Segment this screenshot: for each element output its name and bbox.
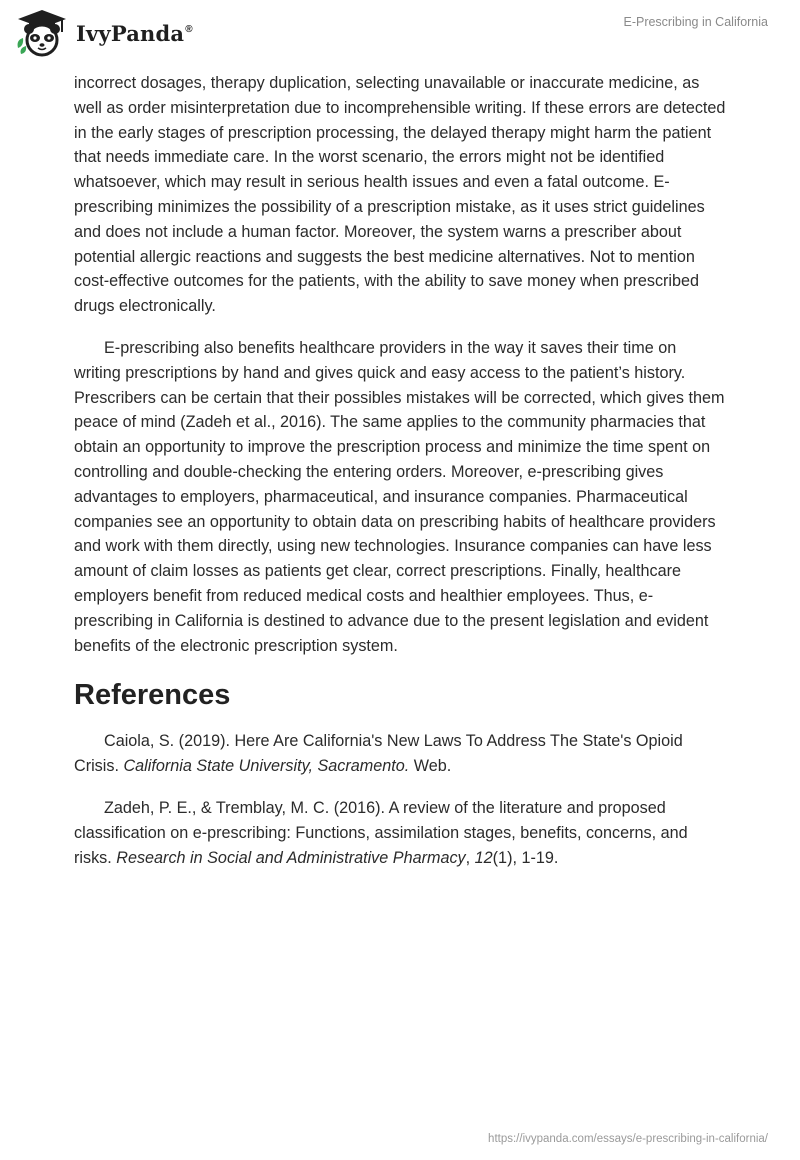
reference-item: Caiola, S. (2019). Here Are California's New Laws To Address The State's Opioid Crisis. California State University, Sacramento. Web.	[74, 732, 683, 776]
reference-item: Zadeh, P. E., & Tremblay, M. C. (2016). A review of the literature and proposed classification on e-prescribing: Functions, assimilation stages, benefits, concerns, and risks. Research in Social and Administrative Pharmacy, 12(1), 1-19.	[74, 798, 688, 867]
reference-source: California State University, Sacramento.	[123, 757, 410, 776]
references-heading: References	[74, 679, 231, 712]
body-paragraph-2: E-prescribing also benefits healthcare providers in the way it saves their time on writing prescriptions by hand and gives quick and easy access to the patient’s history. Prescribers can be certain that their possibles mistakes will be corrected, which gives them peace of mind (Zadeh et al., 2016). The same applies to the community pharmacies that obtain an opportunity to improve the prescription process and minimize the time spent on controlling and double-checking the entering orders. Moreover, e-prescribing gives advantages to employers, pharmaceutical, and insurance companies. Pharmaceutical companies see an opportunity to obtain data on prescribing habits of healthcare providers and work with them directly, using new technologies. Insurance companies can have less amount of claim losses as patients get clear, correct prescriptions. Finally, healthcare employers benefit from reduced medical costs and healthier employees. Thus, e-prescribing in California is destined to advance due to the present legislation and evident benefits of the electronic prescription system.	[74, 338, 725, 655]
panda-graduate-icon	[14, 8, 70, 58]
ivypanda-logo[interactable]	[14, 8, 193, 58]
document-title: E-Prescribing in California	[623, 15, 768, 29]
registered-mark: ®	[185, 23, 193, 35]
source-url[interactable]: https://ivypanda.com/essays/e-prescribing-in-california/	[488, 1133, 768, 1145]
body-paragraph-1: incorrect dosages, therapy duplication, selecting unavailable or inaccurate medicine, as well as order misinterpretation due to incomprehensible writing. If these errors are detected in the early stages of prescription processing, the delayed therapy might harm the patient that needs immediate care. In the worst scenario, the errors might not be identified whatsoever, which may result in serious health issues and even a fatal outcome. E-prescribing minimizes the possibility of a prescription mistake, as it uses strict guidelines and does not include a human factor. Moreover, the system warns a prescriber about potential allergic reactions and suggests the best medicine alternatives. Not to mention cost-effective outcomes for the patients, with the ability to save money when prescribed drugs electronically.	[74, 74, 726, 316]
reference-volume: 12	[474, 848, 493, 867]
page-header	[0, 0, 800, 70]
document-body	[74, 71, 726, 887]
brand-name: IvyPanda®	[76, 20, 193, 46]
reference-journal: Research in Social and Administrative Pharmacy	[116, 848, 466, 867]
